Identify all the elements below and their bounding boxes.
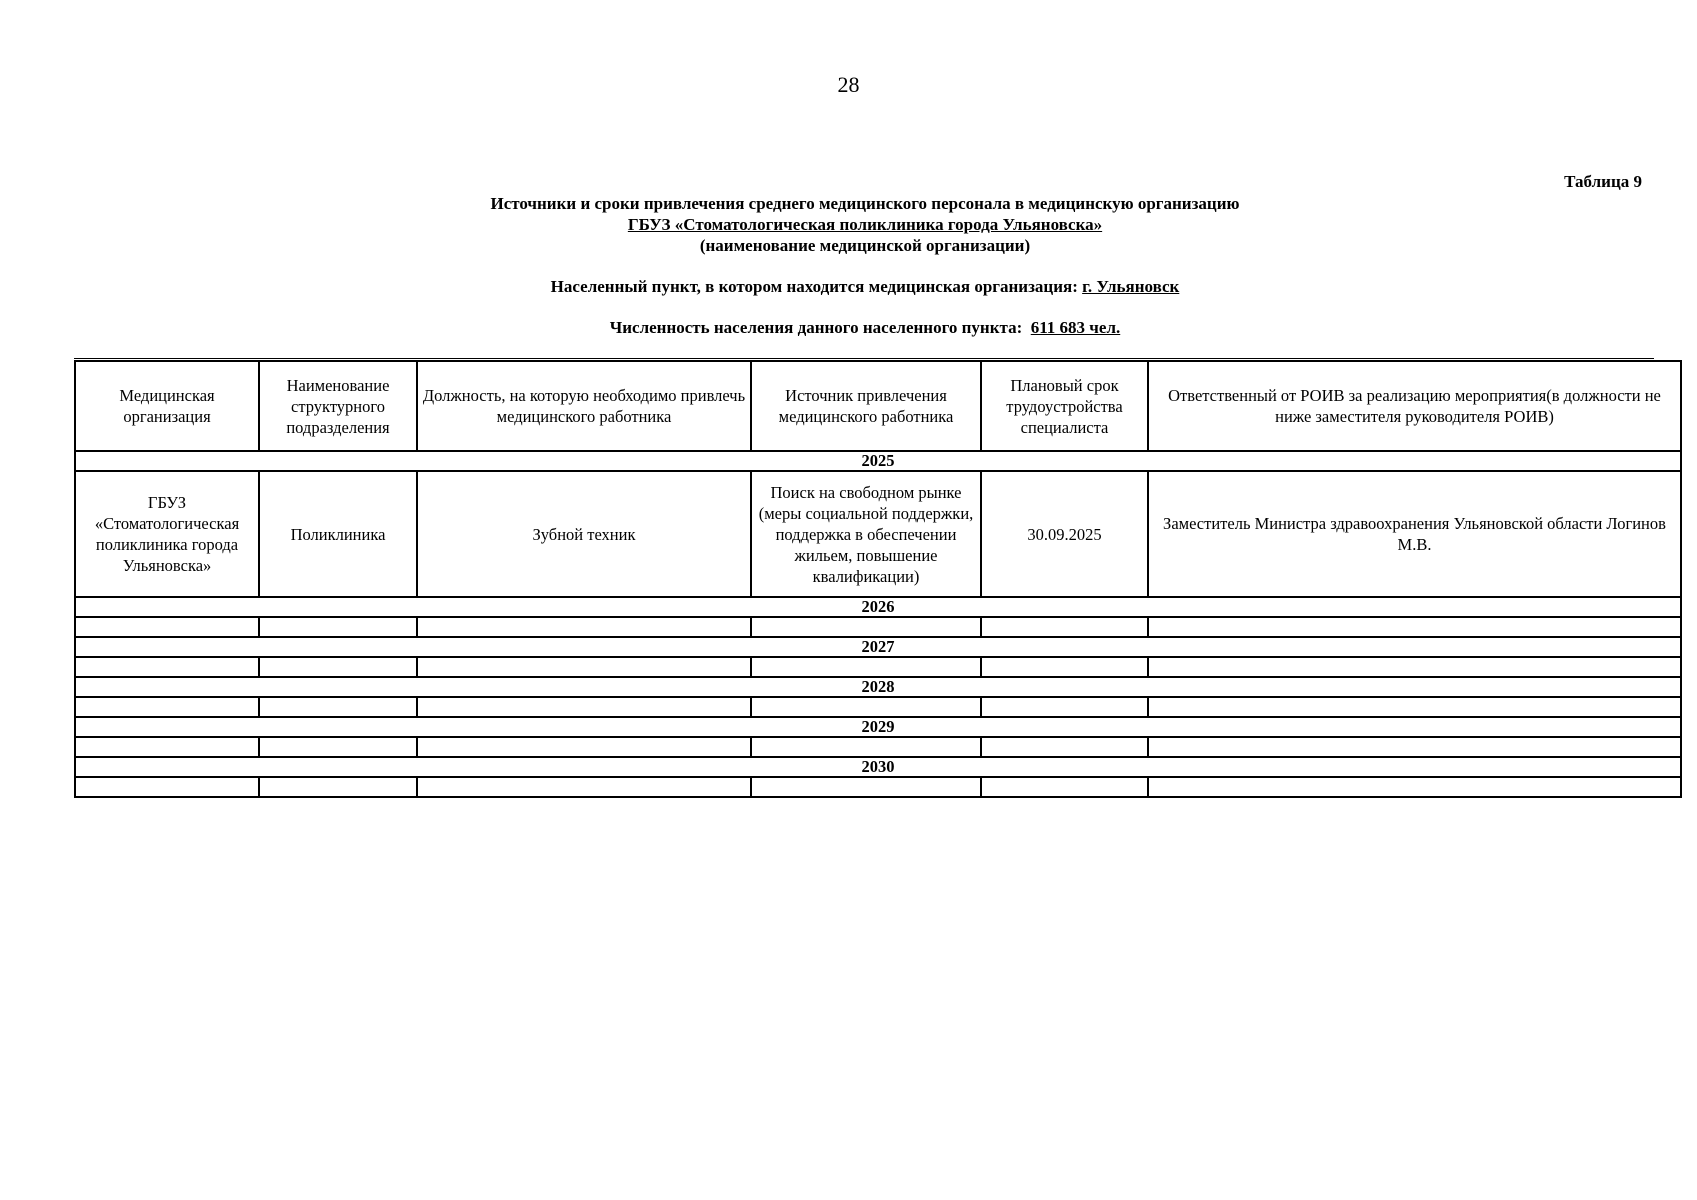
empty-cell xyxy=(751,657,981,677)
empty-cell xyxy=(751,737,981,757)
empty-cell xyxy=(981,617,1148,637)
year-label: 2030 xyxy=(75,757,1681,777)
cell-responsible: Заместитель Министра здравоохранения Ульяновской области Логинов М.В. xyxy=(1148,471,1681,597)
empty-cell xyxy=(75,697,259,717)
empty-cell xyxy=(75,777,259,797)
empty-cell xyxy=(751,777,981,797)
empty-cell xyxy=(75,617,259,637)
header-cell: Плановый срок трудоустройства специалиста xyxy=(981,361,1148,451)
empty-cell xyxy=(1148,697,1681,717)
cell-organization: ГБУЗ «Стоматологическая поликлиника города Ульяновска» xyxy=(75,471,259,597)
empty-cell xyxy=(259,737,417,757)
table-label: Таблица 9 xyxy=(1564,172,1642,191)
year-label: 2029 xyxy=(75,717,1681,737)
year-row xyxy=(75,757,1681,777)
table-row xyxy=(75,617,1681,637)
cell-position: Зубной техник xyxy=(417,471,751,597)
table-row xyxy=(75,697,1681,717)
table-row xyxy=(75,471,1681,597)
empty-cell xyxy=(981,737,1148,757)
cell-deadline: 30.09.2025 xyxy=(981,471,1148,597)
table-row xyxy=(75,737,1681,757)
staffing-table xyxy=(74,360,1682,798)
year-label: 2025 xyxy=(75,451,1681,471)
header-cell: Наименование структурного подразделения xyxy=(259,361,417,451)
table-row xyxy=(75,777,1681,797)
empty-cell xyxy=(981,657,1148,677)
population-line xyxy=(0,318,1697,338)
empty-cell xyxy=(751,697,981,717)
empty-cell xyxy=(981,697,1148,717)
empty-cell xyxy=(1148,737,1681,757)
empty-cell xyxy=(417,697,751,717)
cell-source: Поиск на свободном рынке (меры социальной поддержки, поддержка в обеспечении жильем, повышение квалификации) xyxy=(751,471,981,597)
empty-cell xyxy=(75,657,259,677)
organization-note: (наименование медицинской организации) xyxy=(699,236,1031,255)
year-label: 2028 xyxy=(75,677,1681,697)
year-row xyxy=(75,717,1681,737)
population-value: 611 683 чел. xyxy=(1030,318,1121,337)
year-row xyxy=(75,637,1681,657)
empty-cell xyxy=(259,777,417,797)
empty-cell xyxy=(259,657,417,677)
page-number: 28 xyxy=(837,72,860,97)
empty-cell xyxy=(75,737,259,757)
document-title xyxy=(0,193,1697,256)
header-cell: Источник привлечения медицинского работника xyxy=(751,361,981,451)
empty-cell xyxy=(751,617,981,637)
header-cell: Должность, на которую необходимо привлечь медицинского работника xyxy=(417,361,751,451)
empty-cell xyxy=(259,617,417,637)
empty-cell xyxy=(1148,777,1681,797)
empty-cell xyxy=(417,777,751,797)
year-row xyxy=(75,677,1681,697)
settlement-label: Населенный пункт, в котором находится медицинская организация: xyxy=(550,277,1078,296)
settlement-line xyxy=(0,277,1697,297)
settlement-value: г. Ульяновск xyxy=(1082,277,1180,296)
table-header-row xyxy=(75,361,1681,451)
empty-cell xyxy=(1148,617,1681,637)
table-row xyxy=(75,657,1681,677)
empty-cell xyxy=(259,697,417,717)
top-rule xyxy=(74,358,1654,359)
year-label: 2026 xyxy=(75,597,1681,617)
year-label: 2027 xyxy=(75,637,1681,657)
empty-cell xyxy=(417,617,751,637)
population-label: Численность населения данного населенного пункта: xyxy=(609,318,1023,337)
organization-name: ГБУЗ «Стоматологическая поликлиника города Ульяновска» xyxy=(627,215,1103,234)
year-row xyxy=(75,451,1681,471)
header-cell: Медицинская организация xyxy=(75,361,259,451)
empty-cell xyxy=(417,737,751,757)
empty-cell xyxy=(981,777,1148,797)
year-row xyxy=(75,597,1681,617)
empty-cell xyxy=(1148,657,1681,677)
cell-department: Поликлиника xyxy=(259,471,417,597)
title-line: Источники и сроки привлечения среднего медицинского персонала в медицинскую организацию xyxy=(490,194,1240,213)
empty-cell xyxy=(417,657,751,677)
header-cell: Ответственный от РОИВ за реализацию мероприятия(в должности не ниже заместителя руководителя РОИВ) xyxy=(1148,361,1681,451)
